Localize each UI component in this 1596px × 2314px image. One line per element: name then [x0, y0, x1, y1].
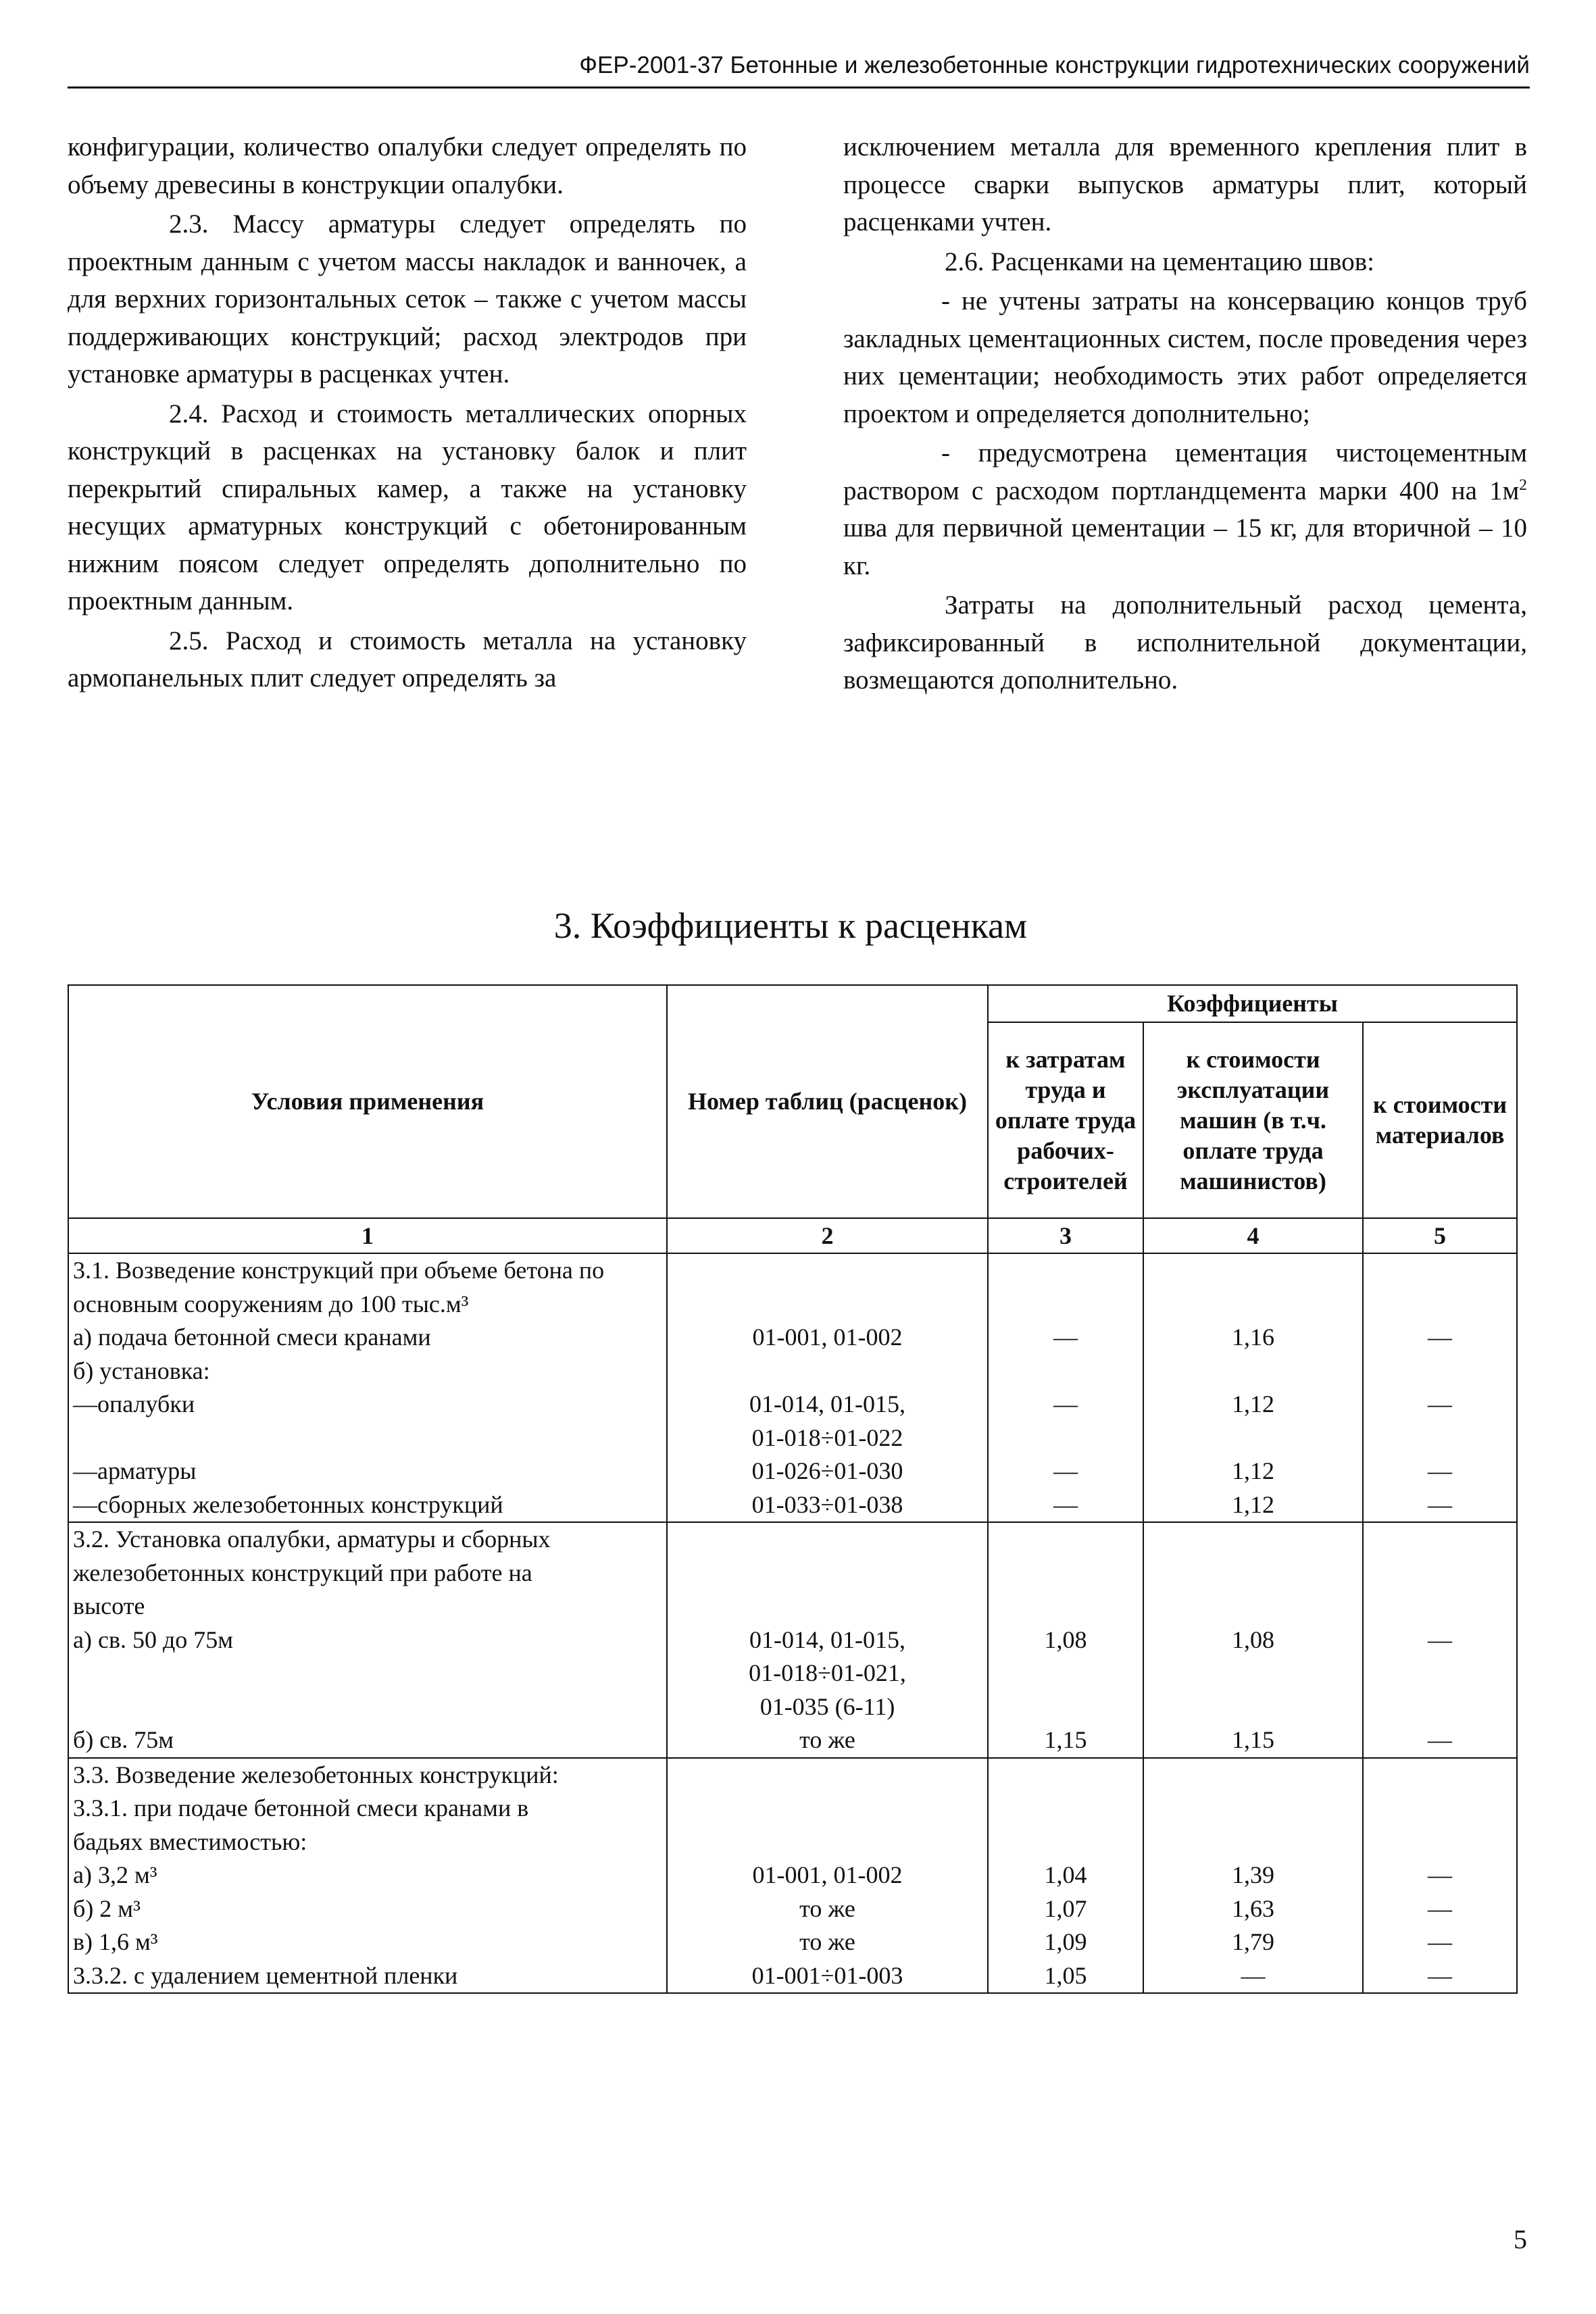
condition-line: высоте: [73, 1592, 145, 1619]
condition-line: —сборных железобетонных конструкций: [73, 1490, 503, 1518]
value-line: 1,12: [1232, 1457, 1274, 1484]
value-line: 01-026÷01-030: [751, 1457, 903, 1484]
paragraph: исключением металла для временного крепления плит в процессе сварки выпусков арматуры плит, который расценками учтен.: [843, 132, 1527, 236]
value-line: 1,79: [1232, 1928, 1274, 1955]
table-numbers-cell: [667, 1253, 988, 1522]
value-line: 1,15: [1232, 1726, 1274, 1753]
value-line: 1,63: [1232, 1894, 1274, 1922]
value-line: —: [1053, 1457, 1078, 1484]
table-numbers-cell: [667, 1522, 988, 1758]
condition-line: а) подача бетонной смеси кранами: [73, 1324, 431, 1351]
conditions-cell: [68, 1253, 667, 1522]
value-line: [1148, 1826, 1358, 1859]
value-line: [993, 1523, 1139, 1557]
condition-line: 3.3.1. при подаче бетонной смеси кранами в: [73, 1794, 529, 1821]
paragraph-2-6: 2.6. Расценками на цементацию швов:: [945, 247, 1374, 276]
value-line: —: [1428, 1390, 1452, 1417]
value-line: [1148, 1590, 1358, 1624]
condition-line: а) 3,2 м³: [73, 1861, 157, 1888]
column-number: 1: [68, 1218, 667, 1253]
value-line: —: [1241, 1961, 1266, 1989]
value-line: [672, 1792, 983, 1826]
condition-line: [73, 1422, 662, 1455]
header-materials: к стоимости материалов: [1363, 1022, 1517, 1218]
value-line: [1368, 1690, 1512, 1724]
paragraph-2-3: 2.3. Массу арматуры следует определять по проектным данным с учетом массы накладок и ванночек, а для верхних горизонтальных сеток – также с учетом массы поддерживающих конструкций; расход электродов при установке арматуры в расценках учтен.: [68, 209, 747, 388]
column-number: 2: [667, 1218, 988, 1253]
value-line: [672, 1355, 983, 1388]
value-line: [672, 1523, 983, 1557]
value-line: —: [1428, 1324, 1452, 1351]
coefficients-table: [68, 984, 1518, 1994]
value-line: —: [1428, 1961, 1452, 1989]
value-line: 1,16: [1232, 1324, 1274, 1351]
condition-heading: 3.3. Возведение железобетонных конструкций:: [73, 1761, 559, 1788]
header-tables: Номер таблиц (расценок): [667, 985, 988, 1218]
value-line: 1,05: [1044, 1961, 1087, 1989]
value-line: 01-014, 01-015,: [749, 1626, 905, 1653]
value-line: [993, 1422, 1139, 1455]
value-line: [672, 1254, 983, 1288]
labor-coef-cell: [988, 1522, 1143, 1758]
section-title: 3. Коэффициенты к расценкам: [553, 905, 1028, 946]
value-line: —: [1428, 1457, 1452, 1484]
value-line: [1368, 1523, 1512, 1557]
paragraph-costs: Затраты на дополнительный расход цемента, зафиксированный в исполнительной документации, возмещаются дополнительно.: [843, 590, 1527, 695]
machines-coef-cell: [1143, 1253, 1363, 1522]
value-line: 1,15: [1044, 1726, 1087, 1753]
value-line: [993, 1557, 1139, 1590]
table-row: [68, 1522, 1517, 1758]
value-line: [672, 1288, 983, 1322]
value-line: 1,09: [1044, 1928, 1087, 1955]
value-line: [1368, 1590, 1512, 1624]
value-line: 01-001, 01-002: [752, 1861, 903, 1888]
value-line: [993, 1355, 1139, 1388]
conditions-cell: [68, 1758, 667, 1994]
value-line: [1148, 1657, 1358, 1690]
value-line: [1148, 1355, 1358, 1388]
value-line: [1368, 1759, 1512, 1792]
materials-coef-cell: [1363, 1758, 1517, 1994]
value-line: 1,07: [1044, 1894, 1087, 1922]
condition-line: —арматуры: [73, 1457, 197, 1484]
value-line: —: [1428, 1894, 1452, 1922]
value-line: —: [1428, 1928, 1452, 1955]
value-line: 01-018÷01-022: [751, 1424, 903, 1451]
table-row: [68, 1758, 1517, 1994]
value-line: 1,08: [1044, 1626, 1087, 1653]
value-line: [1368, 1657, 1512, 1690]
value-line: [993, 1590, 1139, 1624]
value-line: то же: [799, 1726, 855, 1753]
value-line: [993, 1792, 1139, 1826]
value-line: [993, 1759, 1139, 1792]
header-coefficients: Коэффициенты: [988, 985, 1517, 1022]
condition-line: б) 2 м³: [73, 1894, 141, 1922]
value-line: [1368, 1557, 1512, 1590]
column-number: 5: [1363, 1218, 1517, 1253]
value-line: [1148, 1690, 1358, 1724]
value-line: [1148, 1523, 1358, 1557]
value-line: [1368, 1422, 1512, 1455]
value-line: [1148, 1254, 1358, 1288]
value-line: [1368, 1792, 1512, 1826]
value-line: —: [1428, 1490, 1452, 1518]
condition-line: 3.3.2. с удалением цементной пленки: [73, 1961, 458, 1989]
value-line: то же: [799, 1894, 855, 1922]
condition-line: бадьях вместимостью:: [73, 1828, 307, 1855]
value-line: [1368, 1288, 1512, 1322]
condition-line: а) св. 50 до 75м: [73, 1626, 234, 1653]
value-line: [1148, 1422, 1358, 1455]
condition-line: железобетонных конструкций при работе на: [73, 1559, 532, 1586]
materials-coef-cell: [1363, 1522, 1517, 1758]
value-line: [672, 1557, 983, 1590]
running-title: ФЕР-2001-37 Бетонные и железобетонные конструкции гидротехнических сооружений: [579, 52, 1530, 78]
value-line: [672, 1759, 983, 1792]
column-number: 4: [1143, 1218, 1363, 1253]
value-line: —: [1428, 1726, 1452, 1753]
value-line: [672, 1590, 983, 1624]
condition-line: —опалубки: [73, 1390, 195, 1417]
condition-line: [73, 1657, 662, 1690]
value-line: [672, 1826, 983, 1859]
paragraph-2-4: 2.4. Расход и стоимость металлических опорных конструкций в расценках на установку балок и плит перекрытий спиральных камер, а также на установку несущих арматурных конструкций с обетонированным нижним поясом следует определять дополнительно по проектным данным.: [68, 399, 747, 615]
value-line: —: [1428, 1626, 1452, 1653]
header-labor: к затратам труда и оплате труда рабочих-строителей: [988, 1022, 1143, 1218]
condition-line: [73, 1690, 662, 1724]
text: - предусмотрена цементация чистоцементным раствором с расходом портландцемента марки 400 на 1м: [843, 438, 1527, 505]
value-line: 1,12: [1232, 1490, 1274, 1518]
header-conditions: Условия применения: [68, 985, 667, 1218]
materials-coef-cell: [1363, 1253, 1517, 1522]
paragraph: конфигурации, количество опалубки следует определять по объему древесины в конструкции опалубки.: [68, 132, 747, 199]
value-line: [1148, 1557, 1358, 1590]
labor-coef-cell: [988, 1758, 1143, 1994]
value-line: 1,08: [1232, 1626, 1274, 1653]
value-line: —: [1053, 1390, 1078, 1417]
value-line: [1368, 1826, 1512, 1859]
value-line: 01-001÷01-003: [751, 1961, 903, 1989]
value-line: —: [1053, 1490, 1078, 1518]
left-text-column: [68, 128, 747, 699]
paragraph-2-5: 2.5. Расход и стоимость металла на установку армопанельных плит следует определять за: [68, 626, 747, 693]
condition-heading: 3.1. Возведение конструкций при объеме бетона по основным сооружениям до 100 тыс.м³: [73, 1257, 605, 1317]
value-line: [993, 1657, 1139, 1690]
value-line: 1,12: [1232, 1390, 1274, 1417]
table-numbers-cell: [667, 1758, 988, 1994]
paragraph-dash-1: - не учтены затраты на консервацию концов труб закладных цементационных систем, после проведения через них цементации; необходимость этих работ определяется проектом и определяется дополнительно;: [843, 286, 1527, 428]
condition-line: б) установка:: [73, 1357, 210, 1384]
machines-coef-cell: [1143, 1758, 1363, 1994]
running-header: [68, 50, 1530, 89]
header-machines: к стоимости эксплуатации машин (в т.ч. оплате труда машинистов): [1143, 1022, 1363, 1218]
column-number: 3: [988, 1218, 1143, 1253]
conditions-cell: [68, 1522, 667, 1758]
value-line: [1148, 1759, 1358, 1792]
superscript: 2: [1519, 476, 1527, 494]
value-line: —: [1053, 1324, 1078, 1351]
value-line: [1148, 1792, 1358, 1826]
value-line: 01-018÷01-021,: [749, 1659, 906, 1686]
value-line: [993, 1288, 1139, 1322]
value-line: [993, 1254, 1139, 1288]
value-line: [1148, 1288, 1358, 1322]
value-line: 01-033÷01-038: [751, 1490, 903, 1518]
table-row: [68, 1253, 1517, 1522]
value-line: [1368, 1254, 1512, 1288]
right-text-column: [843, 128, 1527, 701]
value-line: 01-035 (6-11): [759, 1692, 895, 1720]
value-line: то же: [799, 1928, 855, 1955]
condition-line: б) св. 75м: [73, 1726, 174, 1753]
value-line: [993, 1690, 1139, 1724]
paragraph-dash-2: [843, 434, 1527, 584]
value-line: —: [1428, 1861, 1452, 1888]
condition-line: в) 1,6 м³: [73, 1928, 158, 1955]
condition-heading: 3.2. Установка опалубки, арматуры и сборных: [73, 1526, 551, 1553]
machines-coef-cell: [1143, 1522, 1363, 1758]
labor-coef-cell: [988, 1253, 1143, 1522]
value-line: [1368, 1355, 1512, 1388]
page-number: 5: [1514, 2224, 1527, 2255]
text: шва для первичной цементации – 15 кг, для вторичной – 10 кг.: [843, 513, 1527, 580]
value-line: 01-001, 01-002: [752, 1324, 903, 1351]
value-line: 1,39: [1232, 1861, 1274, 1888]
value-line: 01-014, 01-015,: [749, 1390, 905, 1417]
value-line: 1,04: [1044, 1861, 1087, 1888]
value-line: [993, 1826, 1139, 1859]
